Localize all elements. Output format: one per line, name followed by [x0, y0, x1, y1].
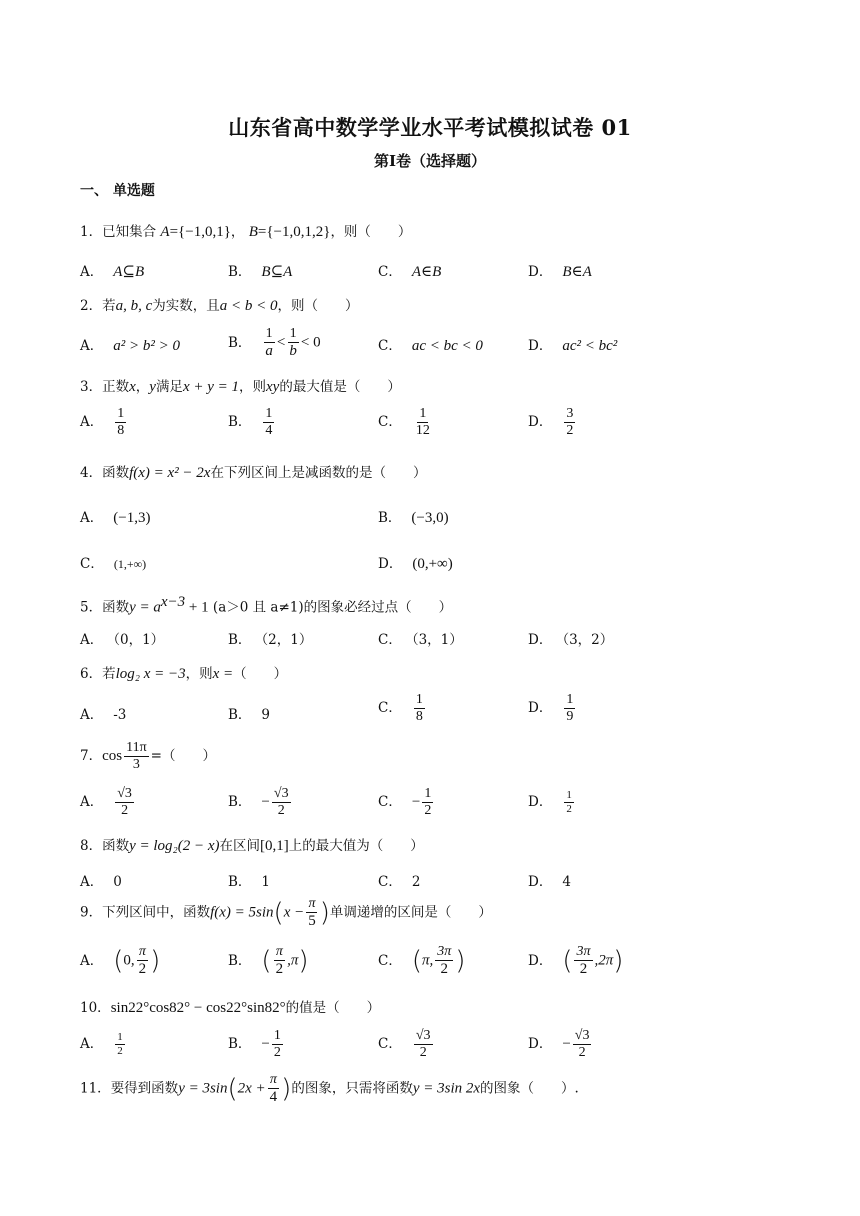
section-heading: 一、 单选题 [80, 183, 155, 199]
q8-option-a: A． 0 [80, 874, 122, 890]
q7-option-b: B． − $\frac{√3}{2}$ [228, 786, 289, 819]
question-6: 6．若log₂ x = −3，则x =（ ） [80, 666, 288, 682]
q5-option-c: C． （3，1） [378, 632, 463, 648]
question-10: 10．sin22°cos82° − cos22°sin82°的值是（ ） [80, 1000, 381, 1016]
q3-option-d: D． $\frac{3}{2}$ [528, 406, 574, 439]
q5-option-a: A． （0，1） [80, 632, 165, 648]
question-1: 1．已知集合 A={−1,0,1}， B={−1,0,1,2}，则（ ） [80, 224, 412, 240]
question-4: 4．函数f(x) = x² − 2x在下列区间上是减函数的是（ ） [80, 465, 427, 481]
q10-option-b: B． − $\frac{1}{2}$ [228, 1028, 281, 1061]
q4-option-b: B． (−3,0) [378, 510, 449, 526]
q1-option-b: B． B⊆A [228, 264, 293, 280]
q6-option-c: C． $\frac{1}{8}$ [378, 692, 423, 725]
q4-option-c: C． (1,+∞) [80, 556, 147, 572]
q8-option-d: D． 4 [528, 874, 571, 890]
q1-option-c: C． A∈B [378, 264, 442, 280]
q3-option-a: A． $\frac{1}{8}$ [80, 406, 125, 439]
q3-option-c: C． $\frac{1}{12}$ [378, 406, 430, 439]
q7-option-c: C． − $\frac{1}{2}$ [378, 786, 432, 819]
q10-option-d: D． − $\frac{√3}{2}$ [528, 1028, 590, 1061]
q2-option-d: D． ac² < bc² [528, 338, 618, 354]
exam-subtitle: 第Ⅰ卷（选择题） [373, 152, 487, 170]
question-2: 2．若a, b, c为实数，且a < b < 0，则（ ） [80, 298, 359, 314]
q5-option-b: B． （2，1） [228, 632, 313, 648]
q10-option-c: C． $\frac{√3}{2}$ [378, 1028, 431, 1061]
q2-option-b: B． $\frac{1}{a}$ < $\frac{1}{b}$ < 0 [228, 326, 321, 360]
q1-option-a: A． A⊆B [80, 264, 145, 280]
q9-option-d: D． ( $\frac{3\pi}{2}$ ,2π) [528, 944, 624, 978]
q9-option-b: B． ( $\frac{\pi}{2}$ ,π) [228, 944, 309, 978]
q3-option-b: B． $\frac{1}{4}$ [228, 406, 273, 439]
q6-option-d: D． $\frac{1}{9}$ [528, 692, 574, 725]
q2-option-a: A． a² > b² > 0 [80, 338, 180, 354]
q9-option-c: C． (π, $\frac{3\pi}{2}$ ) [378, 944, 466, 978]
q7-option-d: D． $\frac{1}{2}$ [528, 789, 572, 815]
q2-option-c: C． ac < bc < 0 [378, 338, 483, 354]
question-9: 9．下列区间中，函数f(x) = 5sin(x − $\frac{\pi}{5}$ )单调递增的区间是（ ） [80, 896, 492, 930]
question-7: 7．cos $\frac{11\pi}{3}$ =（ ） [80, 740, 216, 773]
q5-option-d: D． （3，2） [528, 632, 614, 648]
q8-option-c: C． 2 [378, 874, 421, 890]
q9-option-a: A． (0, $\frac{\pi}{2}$ ) [80, 944, 161, 978]
q10-option-a: A． $\frac{1}{2}$ [80, 1031, 123, 1057]
question-8: 8．函数y = log₂(2 − x)在区间[0,1]上的最大值为（ ） [80, 838, 424, 854]
q6-option-b: B． 9 [228, 707, 271, 723]
question-5: 5．函数$y = a^{x-3} + 1$ (a＞0 且 a≠1)的图象必经过点（ ） [80, 594, 453, 616]
exam-title: 山东省高中数学学业水平考试模拟试卷 01 [228, 115, 632, 140]
q7-option-a: A． $\frac{√3}{2}$ [80, 786, 132, 819]
question-3: 3．正数x，y满足x + y = 1，则xy的最大值是（ ） [80, 379, 401, 395]
q4-option-d: D． (0,+∞) [378, 556, 453, 572]
q8-option-b: B． 1 [228, 874, 271, 890]
q4-option-a: A． (−1,3) [80, 510, 151, 526]
q6-option-a: A． -3 [80, 707, 127, 723]
question-11: 11．要得到函数y = 3sin(2x + $\frac{\pi}{4}$ )的图象，只需将函数y = 3sin 2x的图象（ ）. [80, 1072, 579, 1106]
q1-option-d: D． B∈A [528, 264, 592, 280]
